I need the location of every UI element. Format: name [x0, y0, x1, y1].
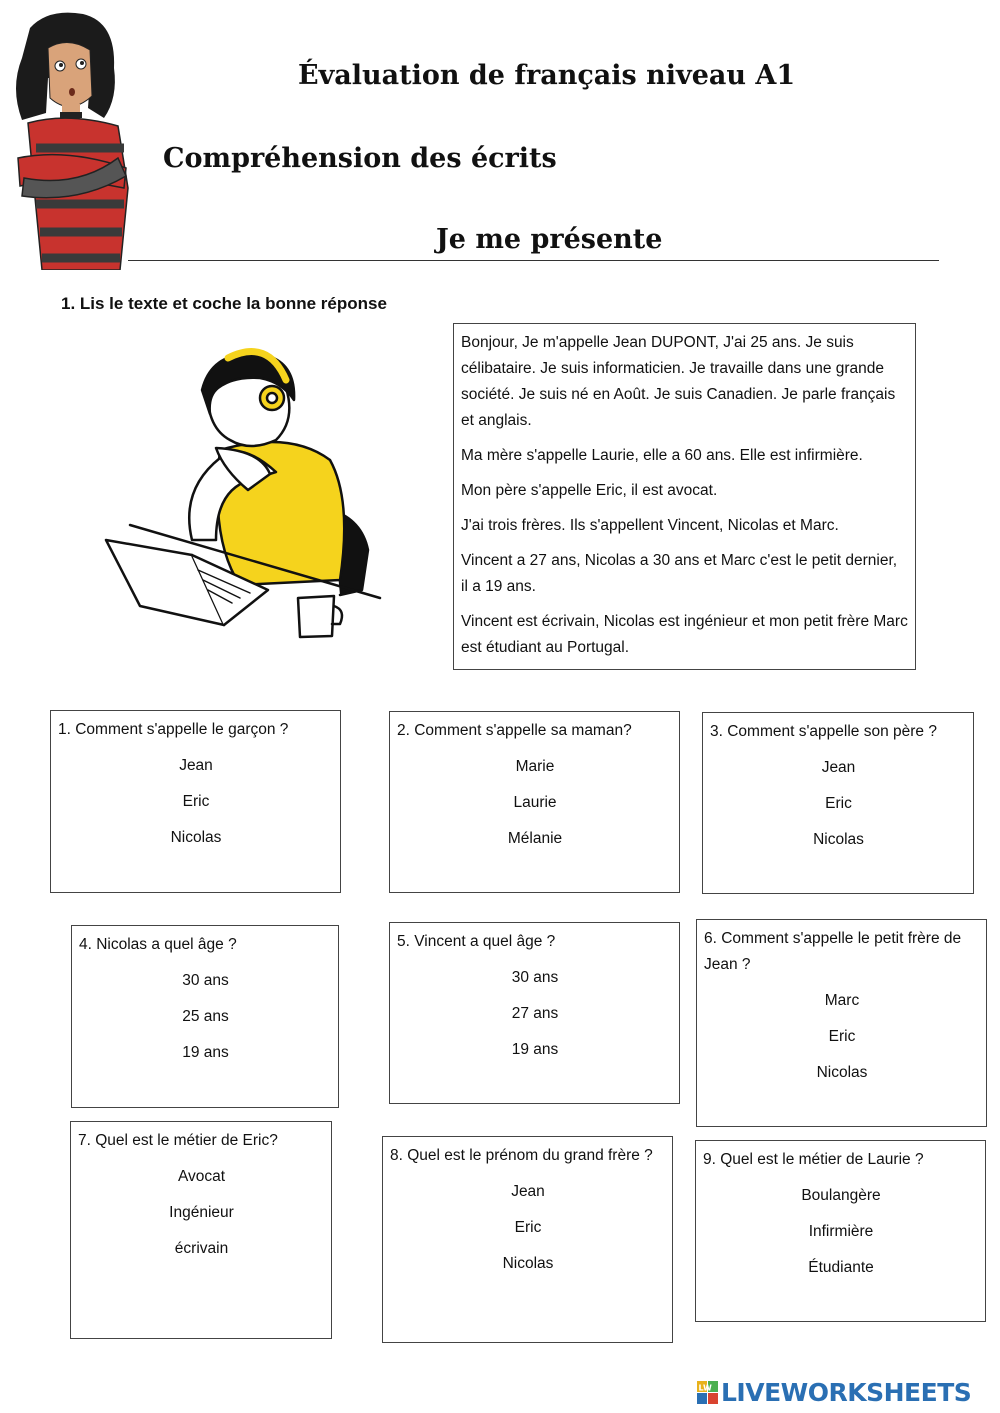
- question-box-2: [389, 711, 680, 893]
- question-box-7: [70, 1121, 332, 1339]
- question-text: 6. Comment s'appelle le petit frère de Jean ?: [704, 930, 962, 973]
- answer-option[interactable]: Nicolas: [813, 831, 864, 848]
- question-text: 5. Vincent a quel âge ?: [397, 933, 556, 950]
- question-text: 7. Quel est le métier de Eric?: [78, 1132, 278, 1149]
- answer-option[interactable]: Jean: [511, 1183, 545, 1200]
- page-subtitle: Compréhension des écrits: [163, 143, 557, 174]
- answer-option[interactable]: 27 ans: [511, 1005, 559, 1022]
- liveworksheets-logo: [697, 1378, 971, 1407]
- text-paragraph: Mon père s'appelle Eric, il est avocat.: [461, 482, 718, 499]
- answer-option[interactable]: Boulangère: [801, 1187, 881, 1204]
- question-text: 1. Comment s'appelle le garçon ?: [58, 721, 289, 738]
- page-title: Évaluation de français niveau A1: [298, 60, 796, 91]
- girl-illustration: [8, 8, 138, 275]
- text-paragraph: Ma mère s'appelle Laurie, elle a 60 ans. Elle est infirmière.: [461, 447, 863, 464]
- answer-option[interactable]: 30 ans: [182, 972, 229, 989]
- answer-option[interactable]: Nicolas: [816, 1064, 868, 1081]
- answer-option[interactable]: Eric: [828, 1028, 856, 1045]
- instruction: 1. Lis le texte et coche la bonne réponse: [61, 294, 387, 313]
- question-text: 2. Comment s'appelle sa maman?: [397, 722, 632, 739]
- answer-option[interactable]: Étudiante: [808, 1259, 874, 1276]
- question-box-8: [382, 1136, 673, 1343]
- question-box-3: [702, 712, 974, 894]
- reading-text: [453, 323, 916, 670]
- svg-text:LW: LW: [698, 1383, 712, 1392]
- answer-option[interactable]: Nicolas: [170, 829, 222, 846]
- answer-option[interactable]: Eric: [825, 795, 852, 812]
- question-box-9: [695, 1140, 986, 1322]
- text-paragraph: J'ai trois frères. Ils s'appellent Vincent, Nicolas et Marc.: [461, 517, 839, 534]
- text-paragraph: Vincent a 27 ans, Nicolas a 30 ans et Marc c'est le petit dernier, il a 19 ans.: [461, 552, 898, 595]
- answer-option[interactable]: Avocat: [177, 1168, 226, 1185]
- question-text: 8. Quel est le prénom du grand frère ?: [390, 1147, 653, 1164]
- question-text: 4. Nicolas a quel âge ?: [79, 936, 237, 953]
- question-box-1: [50, 710, 341, 893]
- logo-mark-icon: [697, 1381, 719, 1405]
- question-text: 3. Comment s'appelle son père ?: [710, 723, 937, 740]
- answer-option[interactable]: Infirmière: [808, 1223, 874, 1240]
- text-paragraph: Bonjour, Je m'appelle Jean DUPONT, J'ai 25 ans. Je suis célibataire. Je suis informaticien. Je travaille dans une grande société. Je suis né en Août. Je suis Canadien. Je parle français et anglais.: [461, 334, 896, 429]
- answer-option[interactable]: Eric: [514, 1219, 542, 1236]
- question-text: 9. Quel est le métier de Laurie ?: [703, 1151, 924, 1168]
- logo-text: LIVEWORKSHEETS: [721, 1378, 972, 1407]
- answer-option[interactable]: Mélanie: [507, 830, 563, 847]
- answer-option[interactable]: 19 ans: [182, 1044, 229, 1061]
- question-box-6: [696, 919, 987, 1127]
- question-box-4: [71, 925, 339, 1108]
- answer-option[interactable]: Eric: [182, 793, 210, 810]
- answer-option[interactable]: Marie: [515, 758, 555, 775]
- answer-option[interactable]: 25 ans: [182, 1008, 229, 1025]
- answer-option[interactable]: écrivain: [174, 1240, 229, 1257]
- answer-option[interactable]: Jean: [821, 759, 856, 776]
- boy-at-laptop-illustration: [100, 340, 385, 645]
- answer-option[interactable]: 19 ans: [511, 1041, 559, 1058]
- answer-option[interactable]: Laurie: [513, 794, 557, 811]
- question-box-5: [389, 922, 680, 1104]
- text-paragraph: Vincent est écrivain, Nicolas est ingénieur et mon petit frère Marc est étudiant au Portugal.: [461, 613, 908, 656]
- answer-option[interactable]: Jean: [179, 757, 213, 774]
- header-divider: [128, 260, 939, 261]
- answer-option[interactable]: Nicolas: [502, 1255, 554, 1272]
- answer-option[interactable]: Marc: [824, 992, 860, 1009]
- answer-option[interactable]: 30 ans: [511, 969, 559, 986]
- section-title: Je me présente: [436, 224, 663, 255]
- answer-option[interactable]: Ingénieur: [169, 1204, 234, 1221]
